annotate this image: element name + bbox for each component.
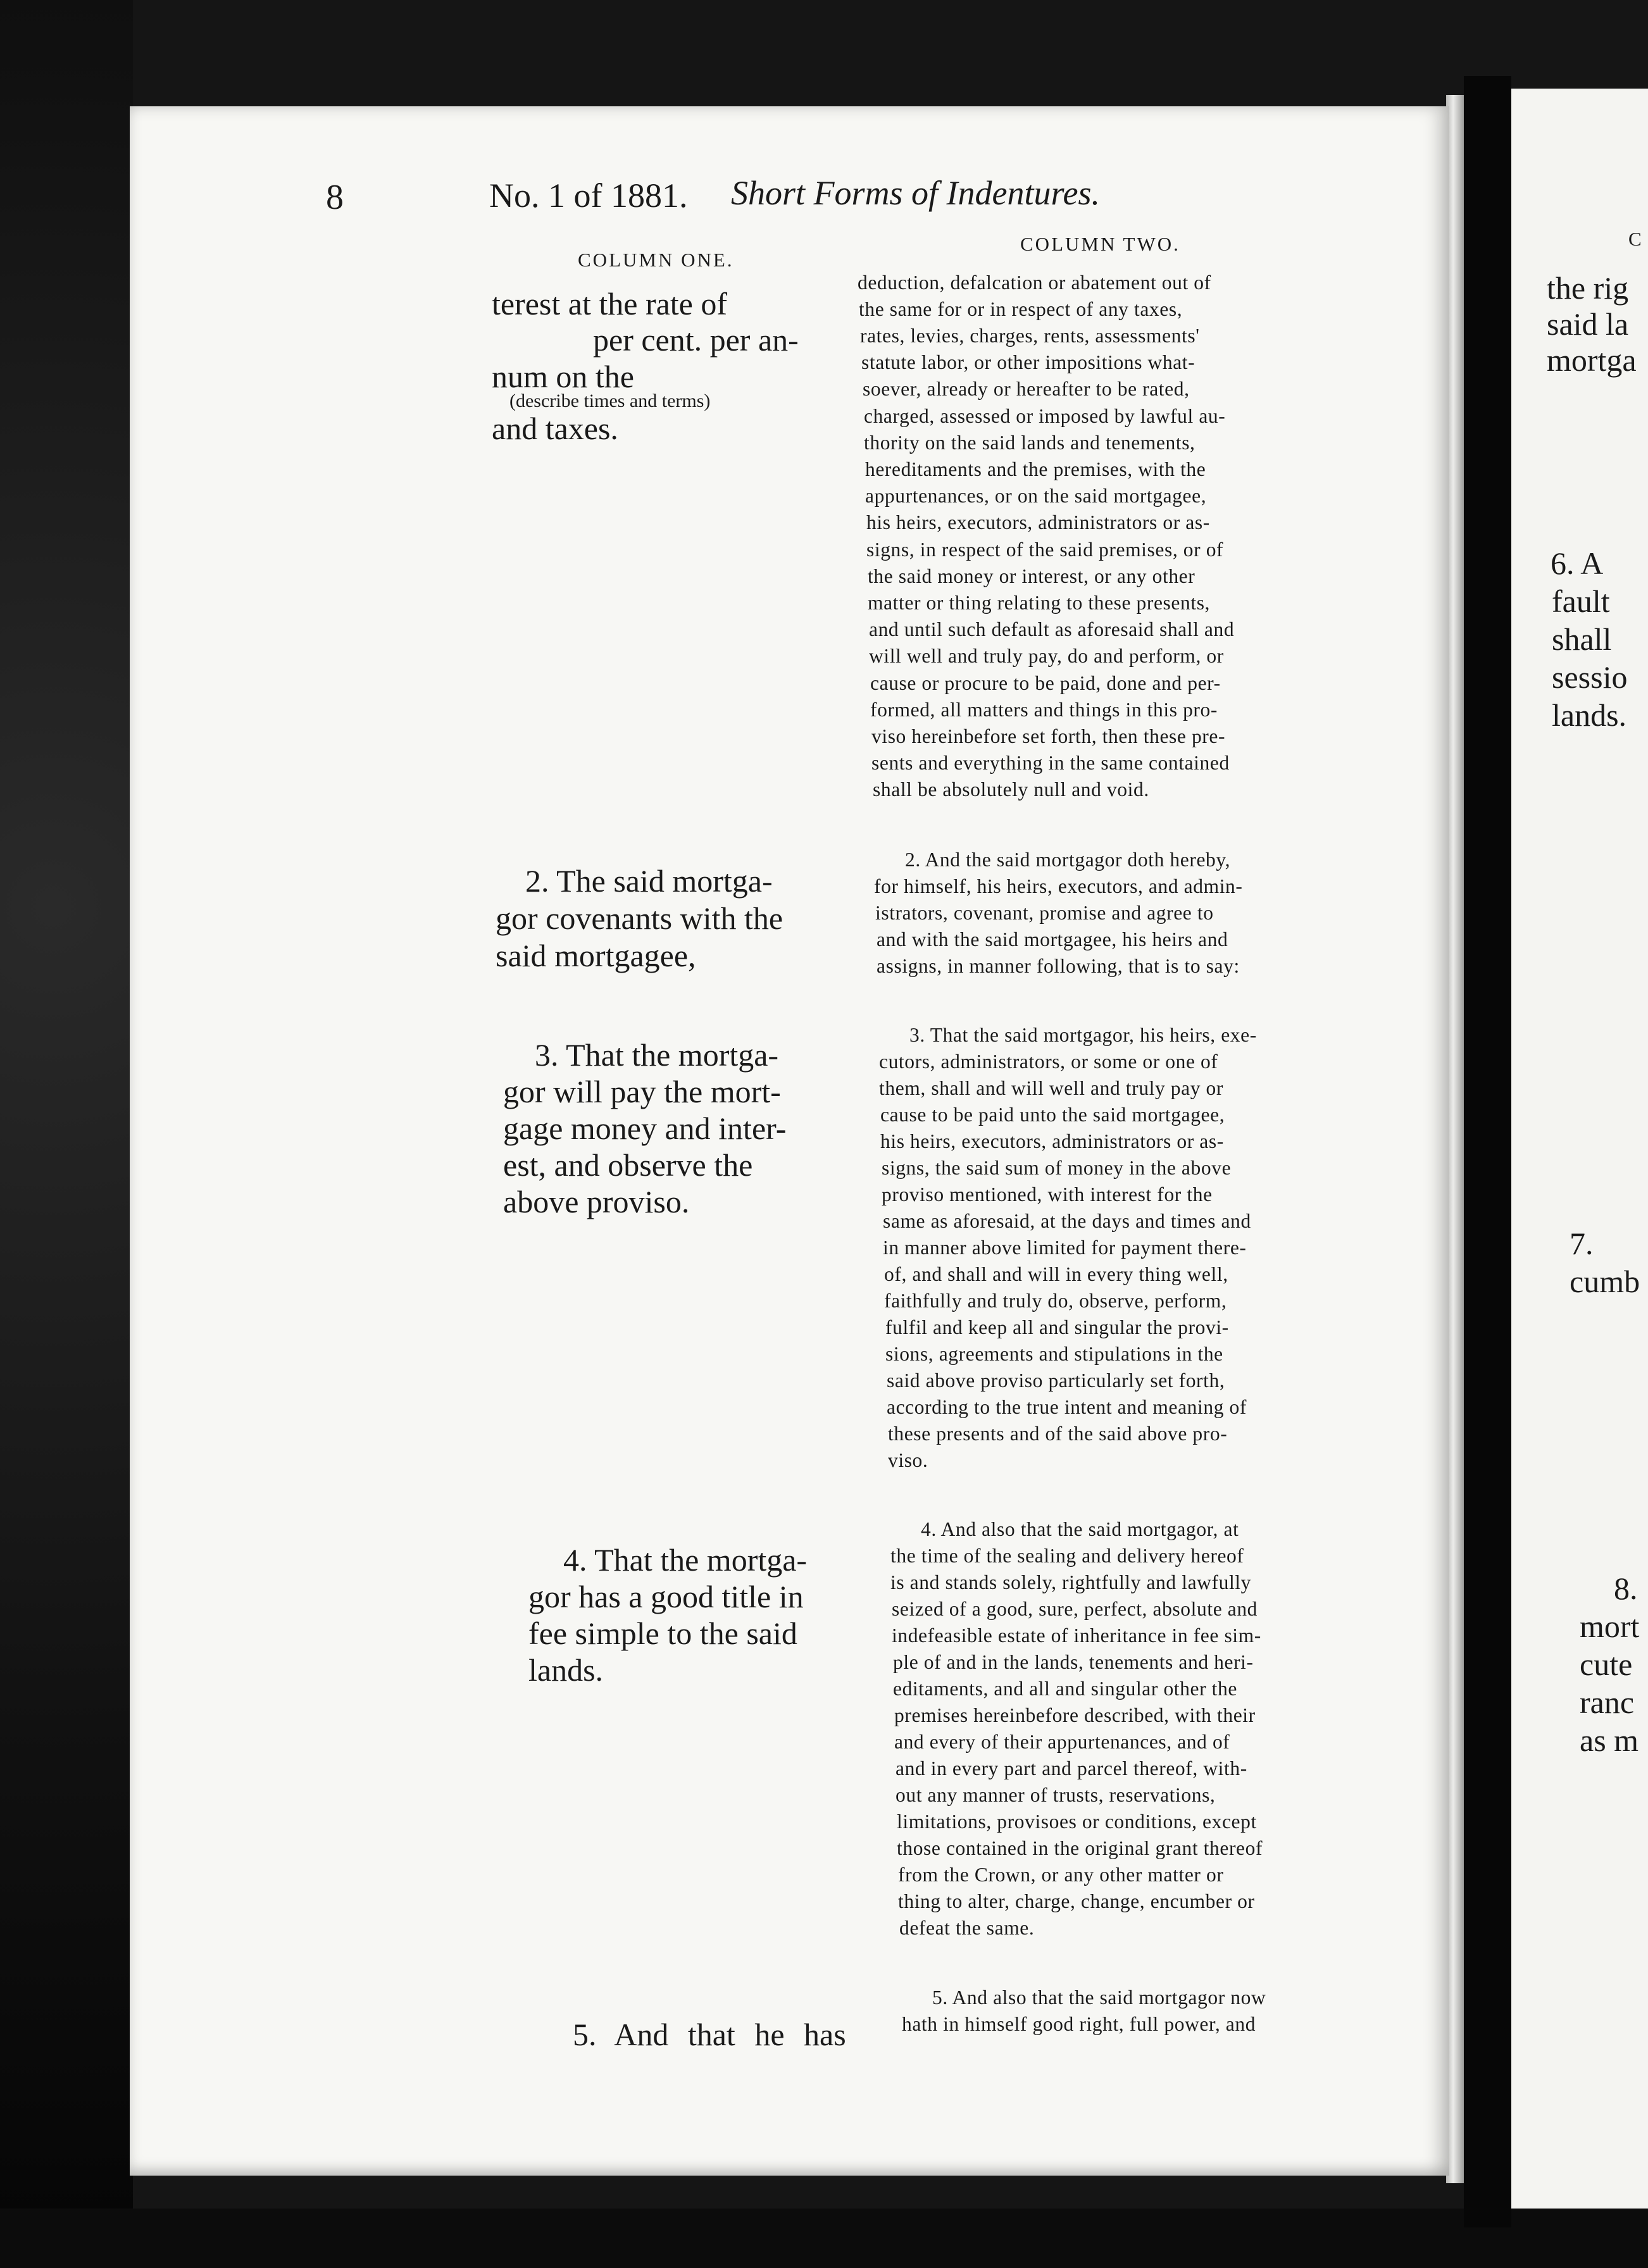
facing-line: the rig	[1547, 270, 1629, 306]
col1-line: and taxes.	[492, 411, 618, 446]
facing-line: said la	[1547, 306, 1629, 342]
col2-line: those contained in the original grant thereof	[897, 1837, 1263, 1859]
facing-line: ranc	[1580, 1685, 1635, 1720]
col2-line: statute labor, or other impositions what-	[861, 351, 1195, 373]
col1-line: terest at the rate of	[492, 286, 728, 321]
col2-line: the same for or in respect of any taxes,	[859, 298, 1183, 320]
col1-line: gage money and inter-	[503, 1111, 787, 1146]
facing-line: sessio	[1552, 659, 1628, 695]
col2-line: appurtenances, or on the said mortgagee,	[865, 485, 1207, 507]
col1-line: num on the	[492, 359, 634, 394]
col2-line: according to the true intent and meaning of	[887, 1396, 1247, 1418]
film-margin-bottom	[0, 2209, 1648, 2268]
col2-line: editaments, and all and singular other the	[893, 1678, 1237, 1700]
col1-line: fee simple to the said	[528, 1616, 797, 1651]
facing-line: mort	[1580, 1609, 1640, 1644]
col2-line: said above proviso particularly set forth,	[887, 1369, 1225, 1392]
col2-line: viso.	[888, 1449, 928, 1471]
facing-line: as m	[1580, 1723, 1639, 1758]
col2-line: premises hereinbefore described, with their	[894, 1704, 1256, 1726]
col2-line: is and stands solely, rightfully and lawfully	[890, 1571, 1252, 1593]
col2-line: indefeasible estate of inheritance in fee sim-	[892, 1624, 1261, 1647]
column-one-heading: COLUMN ONE.	[578, 249, 734, 271]
film-margin-left	[0, 0, 133, 2268]
col1-line: per cent. per an-	[593, 322, 799, 358]
col2-line: hereditaments and the premises, with the	[865, 458, 1206, 480]
col2-line: ple of and in the lands, tenements and heri-	[893, 1651, 1254, 1673]
facing-line: lands.	[1552, 697, 1627, 733]
facing-line: mortga	[1547, 342, 1637, 378]
col1-line: 4. That the mortga-	[563, 1542, 808, 1578]
col1-line: gor covenants with the	[496, 900, 783, 936]
col1-line: said mortgagee,	[496, 938, 696, 973]
col2-line: seized of a good, sure, perfect, absolute and	[892, 1598, 1258, 1620]
col2-line: of, and shall and will in every thing well,	[884, 1263, 1228, 1285]
col2-line: the time of the sealing and delivery hereof	[890, 1545, 1244, 1567]
col2-line: signs, the said sum of money in the above	[882, 1157, 1232, 1179]
col2-line: viso hereinbefore set forth, then these pre-	[871, 725, 1226, 747]
col2-line: charged, assessed or imposed by lawful au-	[864, 405, 1226, 427]
col2-line: rates, levies, charges, rents, assessments'	[860, 325, 1200, 347]
col1-line: lands.	[528, 1652, 604, 1688]
col1-line: gor will pay the mort-	[503, 1074, 781, 1109]
col1-line: 3. That the mortga-	[535, 1037, 779, 1073]
col2-line: sents and everything in the same contained	[871, 752, 1230, 774]
col2-line: matter or thing relating to these presents,	[868, 592, 1211, 614]
col2-line: fulfil and keep all and singular the provi-	[885, 1316, 1229, 1338]
col2-line: in manner above limited for payment there-	[883, 1237, 1247, 1259]
col2-line: his heirs, executors, administrators or as-	[866, 511, 1210, 533]
facing-column-heading: C	[1628, 228, 1644, 250]
col1-line: 5. And that he has	[573, 2017, 846, 2052]
col2-line: istrators, covenant, promise and agree to	[875, 902, 1214, 924]
col2-line: thing to alter, charge, change, encumber or	[898, 1890, 1255, 1912]
col2-line: them, shall and will well and truly pay or	[879, 1077, 1223, 1099]
col2-line: his heirs, executors, administrators or as-	[880, 1130, 1224, 1152]
col2-line: 4. And also that the said mortgagor, at	[921, 1518, 1239, 1540]
facing-page	[1511, 89, 1648, 2209]
book-gutter	[1464, 76, 1511, 2228]
col1-line: 2. The said mortga-	[525, 863, 773, 899]
col2-line: cause to be paid unto the said mortgagee,	[880, 1104, 1225, 1126]
col2-line: and with the said mortgagee, his heirs and	[877, 928, 1228, 950]
col2-line: defeat the same.	[899, 1917, 1035, 1939]
col2-line: the said money or interest, or any other	[868, 565, 1195, 587]
facing-line: cute	[1580, 1647, 1633, 1682]
col2-line: these presents and of the said above pro-	[888, 1423, 1228, 1445]
col1-line: est, and observe the	[503, 1147, 753, 1183]
col1-line: gor has a good title in	[528, 1579, 804, 1614]
col2-line: deduction, defalcation or abatement out of	[858, 271, 1211, 294]
col2-line: and every of their appurtenances, and of	[894, 1731, 1230, 1753]
col2-line: cutors, administrators, or some or one of	[879, 1050, 1218, 1073]
col2-line: same as aforesaid, at the days and times and	[883, 1210, 1251, 1232]
running-head-title: Short Forms of Indentures.	[731, 174, 1100, 212]
page-number: 8	[326, 178, 344, 217]
col1-line: above proviso.	[503, 1184, 690, 1219]
running-head-act: No. 1 of 1881.	[489, 177, 688, 215]
col2-line: and in every part and parcel thereof, with-	[896, 1757, 1247, 1779]
facing-line: cumb	[1570, 1264, 1640, 1299]
col2-line: 5. And also that the said mortgagor now	[932, 1986, 1266, 2009]
col2-line: from the Crown, or any other matter or	[898, 1864, 1224, 1886]
col2-line: proviso mentioned, with interest for the	[882, 1183, 1213, 1206]
facing-line: shall	[1552, 621, 1612, 657]
col1-note: (describe times and terms)	[509, 390, 711, 411]
col2-line: cause or procure to be paid, done and per-	[870, 672, 1221, 694]
col2-line: shall be absolutely null and void.	[873, 778, 1149, 801]
facing-line: fault	[1552, 583, 1610, 619]
col2-line: 3. That the said mortgagor, his heirs, exe-	[909, 1024, 1257, 1046]
col2-line: and until such default as aforesaid shall and	[869, 618, 1235, 640]
col2-line: assigns, in manner following, that is to say:	[877, 955, 1240, 977]
col2-line: signs, in respect of the said premises, or of	[866, 539, 1224, 561]
col2-line: 2. And the said mortgagor doth hereby,	[905, 849, 1231, 871]
facing-line: 8.	[1614, 1571, 1638, 1606]
facing-line: 7.	[1570, 1226, 1594, 1261]
col2-line: soever, already or hereafter to be rated,	[863, 378, 1190, 400]
col2-line: will well and truly pay, do and perform, or	[869, 645, 1224, 667]
page	[130, 106, 1449, 2176]
col2-line: hath in himself good right, full power, and	[902, 2013, 1256, 2035]
col2-line: out any manner of trusts, reservations,	[896, 1784, 1216, 1806]
col2-line: limitations, provisoes or conditions, except	[897, 1810, 1257, 1833]
column-two-heading: COLUMN TWO.	[1020, 233, 1180, 255]
col2-line: for himself, his heirs, executors, and admin-	[874, 875, 1243, 897]
col2-line: faithfully and truly do, observe, perform,	[884, 1290, 1227, 1312]
col2-line: thority on the said lands and tenements,	[864, 432, 1195, 454]
facing-line: 6. A	[1551, 545, 1604, 581]
col2-line: formed, all matters and things in this pro-	[870, 699, 1218, 721]
col2-line: sions, agreements and stipulations in the	[885, 1343, 1223, 1365]
